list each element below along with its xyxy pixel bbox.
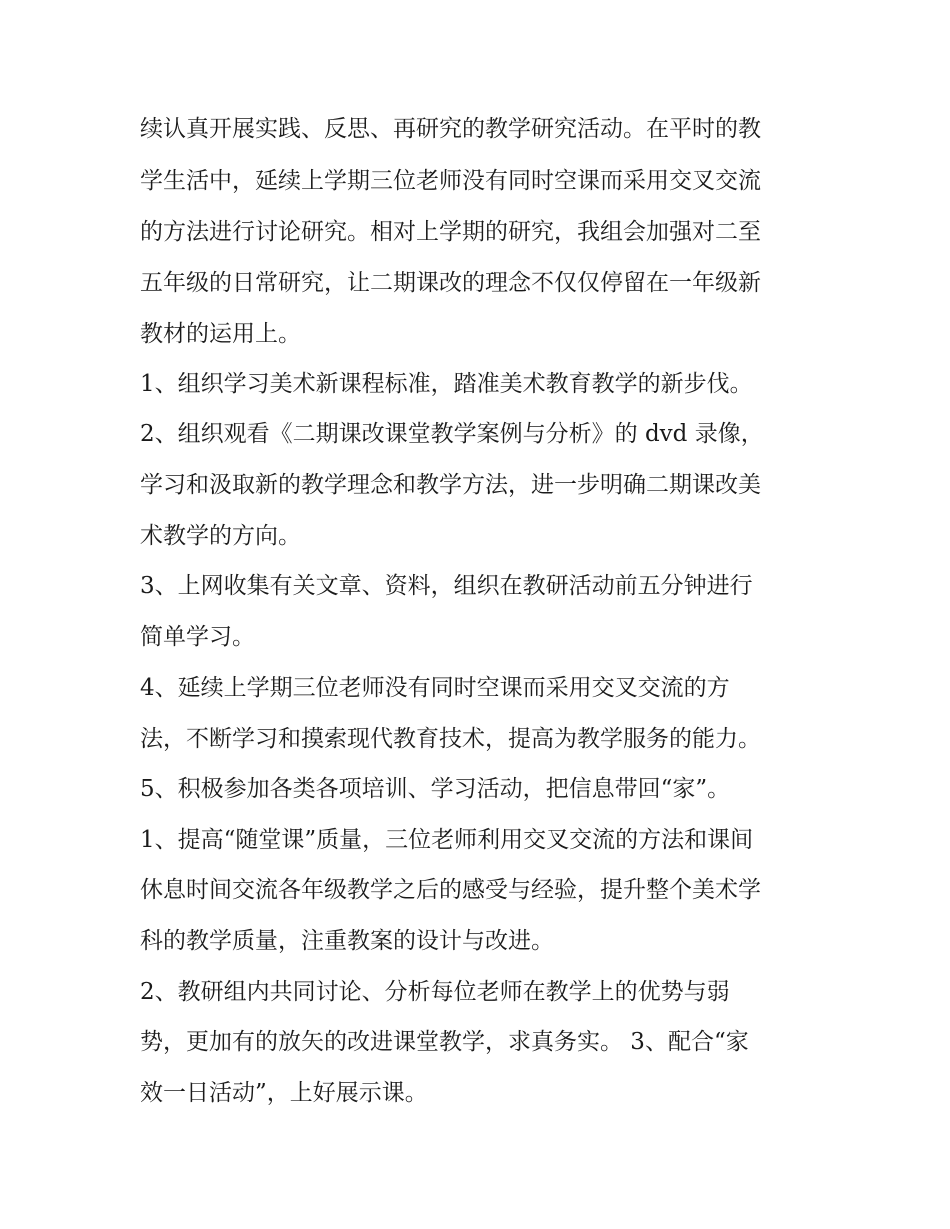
list-item: 3、上网收集有关文章、资料，组织在教研活动前五分钟进行 (140, 573, 753, 599)
list-item: 4、延续上学期三位老师没有同时空课而采用交叉交流的方 (140, 675, 730, 701)
list-item: 1、组织学习美术新课程标准，踏准美术教育教学的新步伐。 (140, 371, 753, 397)
text-line: 学生活中，延续上学期三位老师没有同时空课而采用交叉交流 (140, 168, 761, 194)
text-line: 教材的运用上。 (140, 321, 301, 347)
text-line: 续认真开展实践、反思、再研究的教学研究活动。在平时的教 (140, 116, 761, 142)
text-line: 法，不断学习和摸索现代教育技术，提高为教学服务的能力。 (140, 726, 761, 752)
list-item: 2、教研组内共同讨论、分析每位老师在教学上的优势与弱 (140, 979, 730, 1005)
text-line: 五年级的日常研究，让二期课改的理念不仅仅停留在一年级新 (140, 270, 761, 296)
text-line: 休息时间交流各年级教学之后的感受与经验，提升整个美术学 (140, 877, 761, 903)
list-item: 1、提高“随堂课”质量，三位老师利用交叉交流的方法和课间 (140, 827, 754, 853)
text-line: 术教学的方向。 (140, 523, 301, 549)
text-line: 效一日活动”，上好展示课。 (140, 1080, 428, 1106)
list-item: 2、组织观看《二期课改课堂教学案例与分析》的 dvd 录像， (140, 421, 764, 447)
list-item: 5、积极参加各类各项培训、学习活动，把信息带回“家”。 (140, 776, 731, 802)
text-line: 的方法进行讨论研究。相对上学期的研究，我组会加强对二至 (140, 219, 761, 245)
text-line: 简单学习。 (140, 624, 255, 650)
text-line: 科的教学质量，注重教案的设计与改进。 (140, 928, 554, 954)
text-line: 势，更加有的放矢的改进课堂教学，求真务实。 3、配合“家 (140, 1029, 749, 1055)
text-line: 学习和汲取新的教学理念和教学方法，进一步明确二期课改美 (140, 472, 761, 498)
